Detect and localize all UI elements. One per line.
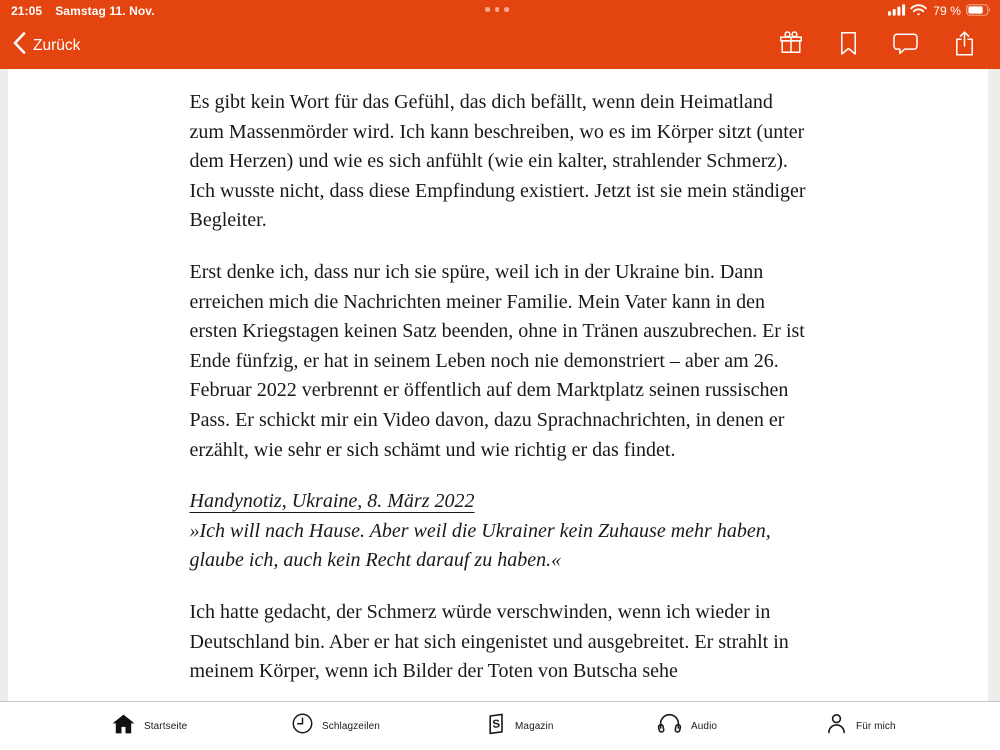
article-paragraph-2: Erst denke ich, dass nur ich sie spüre, weil ich in der Ukraine bin. Dann erreichen mich die Nachrichten meiner Familie. Mein Vater kann in den ersten Kriegstagen keinen Satz beenden, ohne in Tränen auszubrechen. Er ist Ende fünfzig, er hat in seinem Leben noch nie demonstriert – aber am 26. Februar 2022 verbrennt er öffentlich auf dem Marktplatz seinen russischen Pass. Er schickt mir ein Video davon, dazu Sprachnachrichten, in denen er erzählt, wie sehr er sich schämt und wie richtig er das findet. — [189, 260, 805, 461]
tab-startseite[interactable] — [112, 702, 187, 750]
comment-icon — [892, 31, 919, 61]
share-button[interactable] — [953, 30, 976, 62]
status-left — [0, 4, 155, 18]
article-body — [190, 69, 807, 687]
comments-button[interactable] — [892, 31, 919, 61]
multitask-dots-icon — [485, 7, 509, 12]
clock-icon — [292, 713, 313, 739]
status-time: 21:05 — [11, 4, 43, 18]
tab-audio[interactable] — [657, 702, 717, 750]
bookmark-icon — [839, 31, 858, 61]
battery-icon — [966, 4, 991, 19]
battery-percent: 79 % — [933, 4, 961, 18]
back-button-label: Zurück — [33, 36, 81, 54]
tab-fuer-mich[interactable] — [826, 702, 896, 750]
note-heading: Handynotiz, Ukraine, 8. März 2022 — [189, 490, 475, 513]
article-note-block — [190, 487, 807, 576]
gift-icon — [777, 29, 805, 62]
home-icon — [112, 714, 135, 739]
nav-bar — [0, 22, 1000, 69]
wifi-icon — [910, 4, 927, 19]
nav-actions — [777, 22, 976, 69]
magazine-icon — [486, 712, 506, 741]
svg-text:S: S — [491, 717, 501, 731]
note-quote: »Ich will nach Hause. Aber weil die Ukrainer kein Zuhause mehr haben, glaube ich, auch kein Recht darauf zu haben.« — [189, 519, 771, 572]
tab-label: Schlagzeilen — [322, 720, 380, 732]
article-paragraph-3: Ich hatte gedacht, der Schmerz würde verschwinden, wenn ich wieder in Deutschland bin. Aber er hat sich eingenistet und ausgebreitet. Er strahlt in meinem Körper, wenn ich Bilder der Toten von Butscha sehe — [189, 600, 789, 683]
tab-magazin[interactable] — [486, 702, 554, 750]
tab-schlagzeilen[interactable] — [292, 702, 380, 750]
cellular-signal-icon — [888, 4, 906, 19]
tab-label: Magazin — [515, 720, 554, 732]
share-icon — [953, 30, 976, 62]
back-button[interactable] — [0, 32, 80, 59]
bookmark-button[interactable] — [839, 31, 858, 61]
status-bar — [0, 0, 1000, 22]
tab-bar — [0, 701, 1000, 750]
tab-label: Startseite — [144, 720, 188, 732]
app-header — [0, 0, 1000, 69]
person-icon — [826, 713, 847, 739]
gift-button[interactable] — [777, 29, 805, 62]
content-area — [0, 69, 1000, 701]
headphones-icon — [657, 712, 682, 740]
article-card[interactable] — [8, 69, 988, 701]
article-paragraph-1: Es gibt kein Wort für das Gefühl, das dich befällt, wenn dein Heimatland zum Massenmörder wird. Ich kann beschreiben, wo es im Körper sitzt (unter dem Herzen) und wie es sich anfühlt (wie ein kalter, strahlender Schmerz). Ich wusste nicht, dass diese Empfindung existiert. Jetzt ist sie mein ständiger Begleiter. — [189, 91, 806, 232]
status-right — [888, 0, 991, 22]
tab-label: Für mich — [856, 720, 896, 732]
tab-label: Audio — [691, 720, 718, 732]
status-date: Samstag 11. Nov. — [55, 4, 155, 18]
chevron-left-icon — [13, 32, 26, 59]
